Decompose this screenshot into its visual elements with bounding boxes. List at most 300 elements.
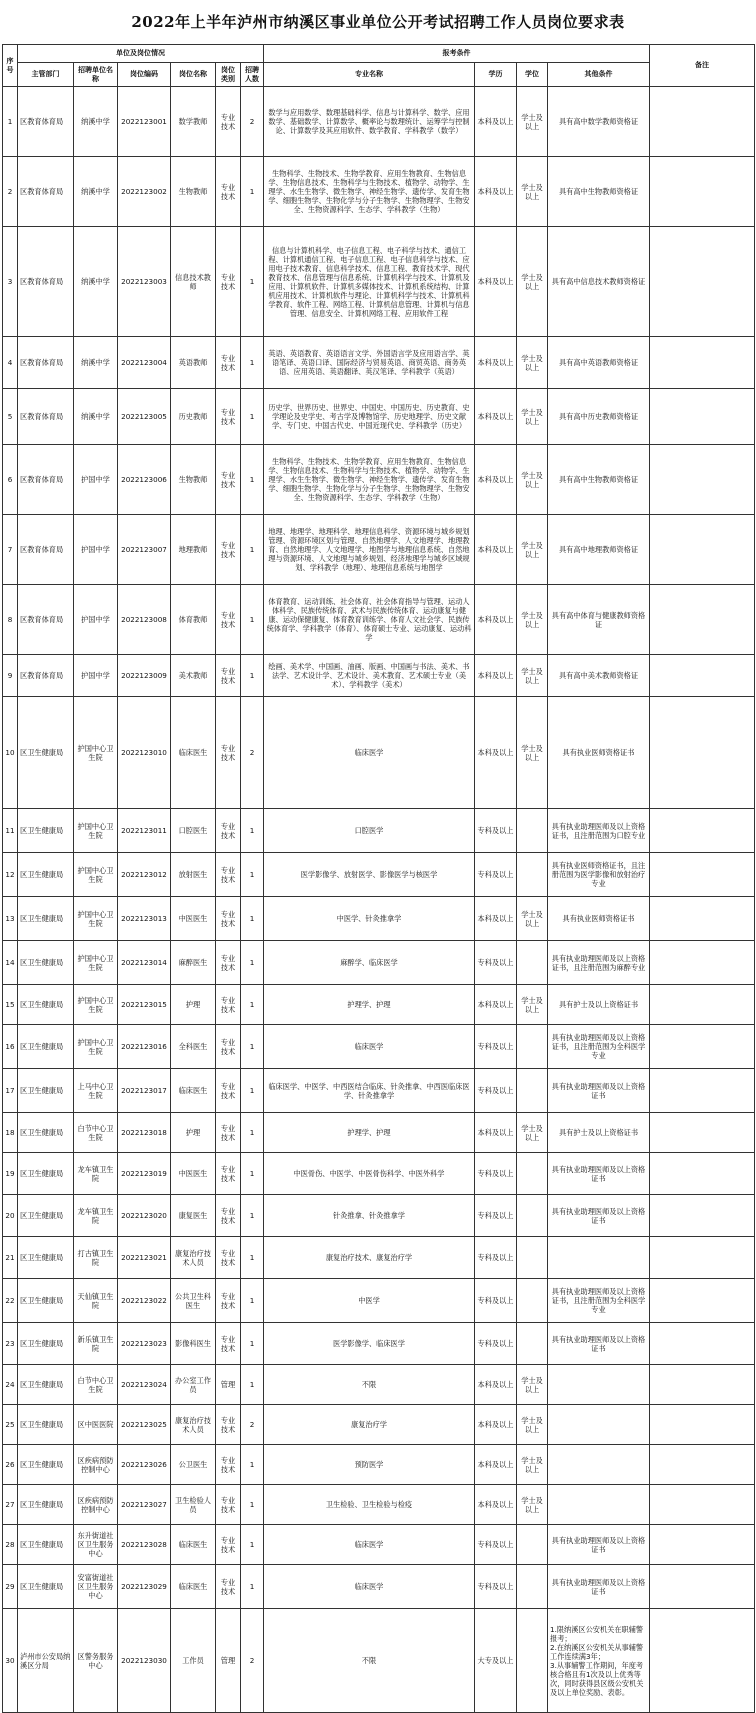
- cell-position: 信息技术教师: [171, 227, 216, 337]
- table-row: [3, 1445, 755, 1485]
- cell-remark: [650, 1025, 755, 1069]
- cell-other: 具有执业助理医师及以上资格证书: [548, 1153, 650, 1195]
- cell-type: 专业技术: [216, 853, 241, 897]
- cell-remark: [650, 1279, 755, 1323]
- cell-other: 具有执业助理医师及以上资格证书: [548, 1565, 650, 1609]
- cell-seq: 25: [3, 1405, 18, 1445]
- cell-code: 2022123030: [118, 1609, 171, 1713]
- cell-type: 专业技术: [216, 1237, 241, 1279]
- cell-unit: 纳溪中学: [74, 227, 118, 337]
- cell-position: 公共卫生科医生: [171, 1279, 216, 1323]
- cell-count: 1: [241, 1525, 264, 1565]
- cell-major: 英语、英语教育、英语语言文学、外国语言学及应用语言学、英语笔译、英语口译、国际经济与贸易英语、商贸英语、商务英语、应用英语、英语翻译、英汉笔译、学科教学（英语）: [264, 337, 475, 389]
- cell-major: 卫生检验、卫生检验与检疫: [264, 1485, 475, 1525]
- cell-seq: 30: [3, 1609, 18, 1713]
- table-row: [3, 941, 755, 985]
- cell-degree: 学士及以上: [517, 1405, 548, 1445]
- cell-dept: 区卫生健康局: [18, 853, 74, 897]
- header-other: 其他条件: [548, 63, 650, 87]
- cell-dept: 区卫生健康局: [18, 1405, 74, 1445]
- cell-code: 2022123013: [118, 897, 171, 941]
- cell-code: 2022123006: [118, 445, 171, 515]
- cell-type: 专业技术: [216, 985, 241, 1025]
- cell-code: 2022123020: [118, 1195, 171, 1237]
- cell-code: 2022123012: [118, 853, 171, 897]
- cell-remark: [650, 853, 755, 897]
- cell-major: 体育教育、运动训练、社会体育、社会体育指导与管理、运动人体科学、民族传统体育、武术与民族传统体育、运动康复与健康、运动保健康复、体育教育训练学、体育人文社会学、民族传统体育学、学科教学（体育）、体育硕士专业、运动康复、运动科学: [264, 585, 475, 655]
- cell-major: 不限: [264, 1365, 475, 1405]
- cell-degree: 学士及以上: [517, 227, 548, 337]
- cell-position: 全科医生: [171, 1025, 216, 1069]
- cell-other: 具有高中美术教师资格证: [548, 655, 650, 697]
- cell-dept: 区卫生健康局: [18, 697, 74, 809]
- cell-position: 数学教师: [171, 87, 216, 157]
- cell-count: 1: [241, 515, 264, 585]
- cell-dept: 区卫生健康局: [18, 897, 74, 941]
- table-row: [3, 515, 755, 585]
- cell-unit: 安富街道社区卫生服务中心: [74, 1565, 118, 1609]
- cell-type: 专业技术: [216, 1025, 241, 1069]
- cell-education: 专科及以上: [475, 1153, 517, 1195]
- cell-count: 1: [241, 1113, 264, 1153]
- cell-seq: 23: [3, 1323, 18, 1365]
- header-code: 岗位编码: [118, 63, 171, 87]
- cell-count: 1: [241, 585, 264, 655]
- cell-code: 2022123009: [118, 655, 171, 697]
- cell-position: 康复医生: [171, 1195, 216, 1237]
- cell-dept: 泸州市公安局纳溪区分局: [18, 1609, 74, 1713]
- cell-type: 专业技术: [216, 227, 241, 337]
- cell-count: 1: [241, 445, 264, 515]
- table-row: [3, 1113, 755, 1153]
- cell-dept: 区卫生健康局: [18, 985, 74, 1025]
- cell-education: 本科及以上: [475, 515, 517, 585]
- cell-unit: 打古镇卫生院: [74, 1237, 118, 1279]
- table-row: [3, 445, 755, 515]
- header-position: 岗位名称: [171, 63, 216, 87]
- cell-dept: 区卫生健康局: [18, 1365, 74, 1405]
- cell-unit: 护国中心卫生院: [74, 897, 118, 941]
- cell-degree: [517, 1195, 548, 1237]
- cell-other: 具有执业助理医师及以上资格证书: [548, 1069, 650, 1113]
- cell-remark: [650, 157, 755, 227]
- cell-position: 康复治疗技术人员: [171, 1237, 216, 1279]
- cell-position: 护理: [171, 1113, 216, 1153]
- cell-other: 具有高中地理教师资格证: [548, 515, 650, 585]
- cell-unit: 护国中心卫生院: [74, 697, 118, 809]
- cell-education: 本科及以上: [475, 1405, 517, 1445]
- cell-type: 专业技术: [216, 697, 241, 809]
- table-row: [3, 853, 755, 897]
- cell-dept: 区教育体育局: [18, 87, 74, 157]
- cell-other: 具有执业助理医师及以上资格证书，且注册范围为全科医学专业: [548, 1025, 650, 1069]
- cell-position: 临床医生: [171, 1069, 216, 1113]
- cell-education: 专科及以上: [475, 1323, 517, 1365]
- cell-dept: 区教育体育局: [18, 655, 74, 697]
- cell-remark: [650, 1485, 755, 1525]
- cell-dept: 区卫生健康局: [18, 1485, 74, 1525]
- cell-code: 2022123018: [118, 1113, 171, 1153]
- cell-other: 具有高中体育与健康教师资格证: [548, 585, 650, 655]
- cell-major: 临床医学: [264, 1525, 475, 1565]
- cell-unit: 护国中学: [74, 445, 118, 515]
- cell-seq: 28: [3, 1525, 18, 1565]
- cell-education: 本科及以上: [475, 1445, 517, 1485]
- cell-count: 1: [241, 227, 264, 337]
- cell-count: 1: [241, 1445, 264, 1485]
- cell-seq: 7: [3, 515, 18, 585]
- cell-education: 本科及以上: [475, 655, 517, 697]
- cell-education: 专科及以上: [475, 1195, 517, 1237]
- cell-education: 本科及以上: [475, 87, 517, 157]
- cell-major: 历史学、世界历史、世界史、中国史、中国历史、历史教育、史学理论及史学史、考古学及博物馆学、历史地理学、历史文献学、专门史、中国古代史、中国近现代史、学科教学（历史）: [264, 389, 475, 445]
- cell-major: 护理学、护理: [264, 985, 475, 1025]
- cell-other: 具有执业助理医师及以上资格证书，且注册范围为全科医学专业: [548, 1279, 650, 1323]
- cell-unit: 龙车镇卫生院: [74, 1153, 118, 1195]
- cell-count: 1: [241, 897, 264, 941]
- cell-degree: [517, 1279, 548, 1323]
- cell-major: 数学与应用数学、数理基础科学、信息与计算科学、数学、应用数学、基础数学、计算数学、概率论与数理统计、运筹学与控制论、计算数学及其应用软件、数学教育、学科教学（数学）: [264, 87, 475, 157]
- cell-unit: 纳溪中学: [74, 87, 118, 157]
- cell-remark: [650, 897, 755, 941]
- cell-type: 专业技术: [216, 157, 241, 227]
- cell-position: 中医医生: [171, 1153, 216, 1195]
- cell-remark: [650, 941, 755, 985]
- cell-dept: 区卫生健康局: [18, 1237, 74, 1279]
- cell-remark: [650, 985, 755, 1025]
- cell-count: 1: [241, 809, 264, 853]
- cell-education: 本科及以上: [475, 897, 517, 941]
- cell-code: 2022123026: [118, 1445, 171, 1485]
- cell-dept: 区教育体育局: [18, 389, 74, 445]
- cell-major: 绘画、美术学、中国画、油画、版画、中国画与书法、美术、书法学、艺术设计学、艺术设计、美术教育、艺术硕士专业（美术）、学科教学（美术）: [264, 655, 475, 697]
- cell-other: 具有护士及以上资格证书: [548, 1113, 650, 1153]
- cell-code: 2022123025: [118, 1405, 171, 1445]
- cell-degree: 学士及以上: [517, 1445, 548, 1485]
- table-row: [3, 227, 755, 337]
- cell-degree: [517, 1153, 548, 1195]
- header-dept: 主管部门: [18, 63, 74, 87]
- cell-degree: 学士及以上: [517, 515, 548, 585]
- cell-major: 生物科学、生物技术、生物学教育、应用生物教育、生物信息学、生物信息技术、生物科学与生物技术、植物学、动物学、生理学、水生生物学、微生物学、神经生物学、遗传学、发育生物学、细胞生物学、生物化学与分子生物学、生物物理学、生物安全、生物资源科学、生态学、学科教学（生物）: [264, 445, 475, 515]
- cell-code: 2022123002: [118, 157, 171, 227]
- cell-seq: 17: [3, 1069, 18, 1113]
- cell-type: 专业技术: [216, 1565, 241, 1609]
- cell-degree: 学士及以上: [517, 897, 548, 941]
- cell-unit: 护国中心卫生院: [74, 1025, 118, 1069]
- cell-seq: 20: [3, 1195, 18, 1237]
- cell-degree: 学士及以上: [517, 389, 548, 445]
- table-row: [3, 1565, 755, 1609]
- table-row: [3, 985, 755, 1025]
- cell-code: 2022123022: [118, 1279, 171, 1323]
- cell-dept: 区教育体育局: [18, 515, 74, 585]
- table-row: [3, 337, 755, 389]
- table-row: [3, 655, 755, 697]
- cell-major: 麻醉学、临床医学: [264, 941, 475, 985]
- cell-count: 1: [241, 1025, 264, 1069]
- cell-dept: 区教育体育局: [18, 157, 74, 227]
- cell-type: 专业技术: [216, 655, 241, 697]
- cell-type: 专业技术: [216, 1069, 241, 1113]
- cell-degree: [517, 941, 548, 985]
- cell-type: 专业技术: [216, 1113, 241, 1153]
- cell-other: 具有高中英语教师资格证: [548, 337, 650, 389]
- cell-seq: 3: [3, 227, 18, 337]
- cell-type: 专业技术: [216, 445, 241, 515]
- cell-remark: [650, 1405, 755, 1445]
- cell-education: 专科及以上: [475, 1025, 517, 1069]
- table-row: [3, 1195, 755, 1237]
- cell-remark: [650, 1445, 755, 1485]
- cell-degree: 学士及以上: [517, 985, 548, 1025]
- table-row: [3, 1069, 755, 1113]
- cell-degree: 学士及以上: [517, 697, 548, 809]
- cell-unit: 护国中学: [74, 655, 118, 697]
- cell-count: 1: [241, 1365, 264, 1405]
- cell-education: 本科及以上: [475, 1113, 517, 1153]
- positions-table: [2, 44, 755, 1713]
- cell-seq: 10: [3, 697, 18, 809]
- cell-seq: 2: [3, 157, 18, 227]
- cell-seq: 13: [3, 897, 18, 941]
- cell-count: 1: [241, 1485, 264, 1525]
- cell-major: 地理、地理学、地理科学、地理信息科学、资源环境与城乡规划管理、资源环境区划与管理、自然地理学、人文地理学、地理教育、自然地理学、人文地理学、地图学与地理信息系统、自然地理与资源环境、人文地理与城乡规划、经济地理学与城乡区域规划、学科教学（地理）、地理信息系统与地图学: [264, 515, 475, 585]
- cell-remark: [650, 697, 755, 809]
- table-row: [3, 1405, 755, 1445]
- cell-unit: 护国中学: [74, 515, 118, 585]
- cell-education: 本科及以上: [475, 389, 517, 445]
- cell-seq: 27: [3, 1485, 18, 1525]
- cell-other: [548, 1365, 650, 1405]
- cell-unit: 护国中心卫生院: [74, 853, 118, 897]
- cell-unit: 纳溪中学: [74, 389, 118, 445]
- cell-seq: 15: [3, 985, 18, 1025]
- cell-degree: 学士及以上: [517, 585, 548, 655]
- cell-other: 具有执业医师资格证书: [548, 897, 650, 941]
- cell-count: 1: [241, 1237, 264, 1279]
- cell-position: 临床医生: [171, 1525, 216, 1565]
- cell-position: 康复治疗技术人员: [171, 1405, 216, 1445]
- table-row: [3, 809, 755, 853]
- cell-other: [548, 1445, 650, 1485]
- cell-code: 2022123014: [118, 941, 171, 985]
- table-row: [3, 1025, 755, 1069]
- cell-other: 具有高中数学教师资格证: [548, 87, 650, 157]
- cell-other: 具有执业医师资格证书，且注册范围为医学影像和放射治疗专业: [548, 853, 650, 897]
- cell-unit: 区中医医院: [74, 1405, 118, 1445]
- cell-count: 1: [241, 985, 264, 1025]
- cell-major: 口腔医学: [264, 809, 475, 853]
- cell-unit: 白节中心卫生院: [74, 1365, 118, 1405]
- cell-remark: [650, 1365, 755, 1405]
- cell-education: 专科及以上: [475, 1237, 517, 1279]
- cell-major: 预防医学: [264, 1445, 475, 1485]
- cell-dept: 区卫生健康局: [18, 809, 74, 853]
- cell-position: 工作员: [171, 1609, 216, 1713]
- cell-remark: [650, 1609, 755, 1713]
- cell-code: 2022123008: [118, 585, 171, 655]
- table-row: [3, 1365, 755, 1405]
- cell-degree: [517, 1525, 548, 1565]
- cell-position: 中医医生: [171, 897, 216, 941]
- table-row: [3, 1485, 755, 1525]
- cell-type: 专业技术: [216, 897, 241, 941]
- cell-other: 具有执业助理医师及以上资格证书，且注册范围为口腔专业: [548, 809, 650, 853]
- cell-major: 针灸推拿、针灸推拿学: [264, 1195, 475, 1237]
- cell-remark: [650, 337, 755, 389]
- cell-remark: [650, 585, 755, 655]
- cell-seq: 22: [3, 1279, 18, 1323]
- header-condition-group: 报考条件: [264, 45, 650, 63]
- cell-other: 具有高中生物教师资格证: [548, 445, 650, 515]
- cell-position: 口腔医生: [171, 809, 216, 853]
- cell-count: 2: [241, 87, 264, 157]
- cell-remark: [650, 515, 755, 585]
- cell-dept: 区卫生健康局: [18, 1279, 74, 1323]
- cell-seq: 8: [3, 585, 18, 655]
- cell-type: 专业技术: [216, 515, 241, 585]
- cell-count: 1: [241, 1069, 264, 1113]
- cell-position: 麻醉医生: [171, 941, 216, 985]
- cell-major: 临床医学、中医学、中西医结合临床、针灸推拿、中西医临床医学、针灸推拿学: [264, 1069, 475, 1113]
- cell-major: 康复治疗学: [264, 1405, 475, 1445]
- cell-code: 2022123003: [118, 227, 171, 337]
- cell-degree: [517, 1609, 548, 1713]
- cell-other: 具有执业助理医师及以上资格证书: [548, 1195, 650, 1237]
- cell-other: [548, 1405, 650, 1445]
- cell-major: 中医学: [264, 1279, 475, 1323]
- cell-major: 不限: [264, 1609, 475, 1713]
- cell-major: 信息与计算机科学、电子信息工程、电子科学与技术、通信工程、计算机通信工程、电子信息工程、电子信息科学与技术、应用电子技术教育、信息科学技术、信息工程、教育技术学、现代教育技术、信息管理与信息系统、计算机科学与技术、计算机及应用、计算机软件、计算机多媒体技术、计算机系统结构、计算机应用技术、计算机软件与理论、计算机科学与技术、计算机科学教育、软件工程、网络工程、计算机信息管理、计算机与信息管理、信息安全、计算机网络工程、应用软件工程: [264, 227, 475, 337]
- cell-education: 专科及以上: [475, 1279, 517, 1323]
- cell-count: 1: [241, 1323, 264, 1365]
- cell-unit: 新乐镇卫生院: [74, 1323, 118, 1365]
- cell-code: 2022123027: [118, 1485, 171, 1525]
- cell-type: 专业技术: [216, 1525, 241, 1565]
- cell-major: 中医骨伤、中医学、中医骨伤科学、中医外科学: [264, 1153, 475, 1195]
- cell-degree: [517, 1025, 548, 1069]
- cell-remark: [650, 1565, 755, 1609]
- cell-degree: 学士及以上: [517, 1485, 548, 1525]
- cell-position: 护理: [171, 985, 216, 1025]
- cell-dept: 区教育体育局: [18, 445, 74, 515]
- cell-other: 具有高中生物教师资格证: [548, 157, 650, 227]
- cell-remark: [650, 227, 755, 337]
- cell-remark: [650, 1069, 755, 1113]
- cell-degree: [517, 1323, 548, 1365]
- cell-degree: 学士及以上: [517, 1365, 548, 1405]
- cell-seq: 16: [3, 1025, 18, 1069]
- cell-seq: 14: [3, 941, 18, 985]
- cell-education: 大专及以上: [475, 1609, 517, 1713]
- cell-unit: 东升街道社区卫生服务中心: [74, 1525, 118, 1565]
- cell-degree: [517, 1069, 548, 1113]
- cell-education: 本科及以上: [475, 1485, 517, 1525]
- cell-type: 专业技术: [216, 1153, 241, 1195]
- cell-unit: 纳溪中学: [74, 337, 118, 389]
- cell-seq: 1: [3, 87, 18, 157]
- table-row: [3, 585, 755, 655]
- cell-degree: [517, 1565, 548, 1609]
- cell-remark: [650, 809, 755, 853]
- cell-other: 1.限纳溪区公安机关在职辅警报考； 2.在纳溪区公安机关从事辅警工作连续满3年； 3.从事辅警工作期间，年度考核合格且有1次及以上优秀等次，同时获得县区级公安机关及以上单位奖励、表彰。: [548, 1609, 650, 1713]
- cell-unit: 龙车镇卫生院: [74, 1195, 118, 1237]
- cell-remark: [650, 445, 755, 515]
- cell-seq: 12: [3, 853, 18, 897]
- cell-type: 管理: [216, 1365, 241, 1405]
- cell-dept: 区卫生健康局: [18, 1565, 74, 1609]
- cell-seq: 5: [3, 389, 18, 445]
- cell-type: 专业技术: [216, 809, 241, 853]
- cell-education: 本科及以上: [475, 227, 517, 337]
- cell-dept: 区卫生健康局: [18, 1195, 74, 1237]
- cell-type: 专业技术: [216, 1445, 241, 1485]
- cell-position: 影像科医生: [171, 1323, 216, 1365]
- cell-other: 具有护士及以上资格证书: [548, 985, 650, 1025]
- cell-code: 2022123005: [118, 389, 171, 445]
- cell-seq: 18: [3, 1113, 18, 1153]
- cell-degree: 学士及以上: [517, 445, 548, 515]
- cell-count: 1: [241, 157, 264, 227]
- cell-code: 2022123024: [118, 1365, 171, 1405]
- cell-type: 专业技术: [216, 1279, 241, 1323]
- cell-major: 临床医学: [264, 1025, 475, 1069]
- cell-code: 2022123011: [118, 809, 171, 853]
- cell-education: 本科及以上: [475, 985, 517, 1025]
- cell-position: 历史教师: [171, 389, 216, 445]
- cell-dept: 区卫生健康局: [18, 1069, 74, 1113]
- cell-type: 专业技术: [216, 1323, 241, 1365]
- cell-count: 2: [241, 697, 264, 809]
- cell-major: 生物科学、生物技术、生物学教育、应用生物教育、生物信息学、生物信息技术、生物科学与生物技术、植物学、动物学、生理学、水生生物学、微生物学、神经生物学、遗传学、发育生物学、细胞生物学、生物化学与分子生物学、生物物理学、生物安全、生物资源科学、生态学、学科教学（生物）: [264, 157, 475, 227]
- header-type: 岗位类别: [216, 63, 241, 87]
- cell-education: 本科及以上: [475, 585, 517, 655]
- cell-dept: 区教育体育局: [18, 227, 74, 337]
- cell-count: 1: [241, 1565, 264, 1609]
- cell-seq: 4: [3, 337, 18, 389]
- cell-education: 本科及以上: [475, 445, 517, 515]
- cell-dept: 区教育体育局: [18, 585, 74, 655]
- cell-code: 2022123019: [118, 1153, 171, 1195]
- table-row: [3, 1525, 755, 1565]
- cell-type: 专业技术: [216, 1195, 241, 1237]
- cell-seq: 24: [3, 1365, 18, 1405]
- cell-unit: 护国中心卫生院: [74, 985, 118, 1025]
- cell-seq: 19: [3, 1153, 18, 1195]
- cell-major: 医学影像学、放射医学、影像医学与核医学: [264, 853, 475, 897]
- table-row: [3, 157, 755, 227]
- cell-degree: [517, 1237, 548, 1279]
- table-row: [3, 1323, 755, 1365]
- cell-type: 专业技术: [216, 1485, 241, 1525]
- cell-unit: 区疾病预防控制中心: [74, 1445, 118, 1485]
- cell-count: 2: [241, 1609, 264, 1713]
- cell-dept: 区卫生健康局: [18, 941, 74, 985]
- page-title: 2022年上半年泸州市纳溪区事业单位公开考试招聘工作人员岗位要求表: [131, 13, 625, 31]
- cell-education: 专科及以上: [475, 1565, 517, 1609]
- cell-type: 管理: [216, 1609, 241, 1713]
- cell-position: 地理教师: [171, 515, 216, 585]
- cell-position: 英语教师: [171, 337, 216, 389]
- cell-type: 专业技术: [216, 941, 241, 985]
- cell-position: 卫生检验人员: [171, 1485, 216, 1525]
- header-major: 专业名称: [264, 63, 475, 87]
- cell-count: 1: [241, 1279, 264, 1323]
- header-unit-group: 单位及岗位情况: [18, 45, 264, 63]
- cell-code: 2022123007: [118, 515, 171, 585]
- cell-count: 2: [241, 1405, 264, 1445]
